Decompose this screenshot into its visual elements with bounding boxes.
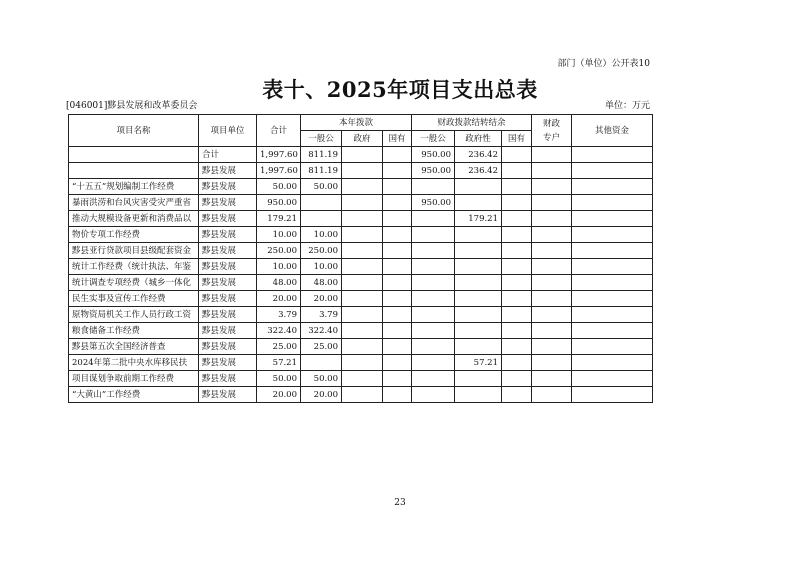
cell-cur-state <box>383 227 412 243</box>
cell-other <box>572 259 653 275</box>
cell-co-state <box>502 243 532 259</box>
cell-fiscal <box>532 147 572 163</box>
cell-unit: 合计 <box>199 147 257 163</box>
header-carryover-state: 国有 <box>502 131 532 147</box>
cell-co-gov <box>455 227 502 243</box>
cell-co-state <box>502 355 532 371</box>
cell-co-general <box>412 307 455 323</box>
cell-name <box>69 147 199 163</box>
cell-total: 25.00 <box>257 339 301 355</box>
cell-fiscal <box>532 291 572 307</box>
cell-total: 20.00 <box>257 387 301 403</box>
header-other-funds: 其他资金 <box>572 115 653 147</box>
cell-co-general <box>412 291 455 307</box>
cell-co-general <box>412 323 455 339</box>
cell-cur-general <box>301 355 342 371</box>
cell-co-state <box>502 147 532 163</box>
cell-fiscal <box>532 227 572 243</box>
page-number: 23 <box>394 498 406 508</box>
header-current-year-group: 本年拨款 <box>301 115 412 131</box>
cell-fiscal <box>532 163 572 179</box>
cell-cur-state <box>383 355 412 371</box>
cell-fiscal <box>532 387 572 403</box>
cell-name: 民生实事及宣传工作经费 <box>69 291 199 307</box>
cell-co-state <box>502 307 532 323</box>
cell-cur-general: 20.00 <box>301 387 342 403</box>
cell-unit: 黟县发展 <box>199 387 257 403</box>
cell-cur-state <box>383 163 412 179</box>
cell-total: 1,997.60 <box>257 163 301 179</box>
cell-co-general <box>412 275 455 291</box>
cell-cur-state <box>383 259 412 275</box>
cell-co-state <box>502 323 532 339</box>
cell-co-gov <box>455 339 502 355</box>
cell-other <box>572 339 653 355</box>
cell-unit: 黟县发展 <box>199 371 257 387</box>
cell-fiscal <box>532 307 572 323</box>
cell-total: 179.21 <box>257 211 301 227</box>
cell-unit: 黟县发展 <box>199 243 257 259</box>
cell-fiscal <box>532 371 572 387</box>
header-project-name: 项目名称 <box>69 115 199 147</box>
cell-co-general: 950.00 <box>412 147 455 163</box>
cell-co-general <box>412 227 455 243</box>
cell-fiscal <box>532 243 572 259</box>
cell-fiscal <box>532 211 572 227</box>
department-label: [046001]黟县发展和改革委员会 <box>66 101 198 111</box>
header-project-unit: 项目单位 <box>199 115 257 147</box>
cell-co-state <box>502 259 532 275</box>
cell-total: 50.00 <box>257 179 301 195</box>
cell-cur-state <box>383 323 412 339</box>
cell-co-gov <box>455 259 502 275</box>
header-carryover-group: 财政拨款结转结余 <box>412 115 532 131</box>
cell-total: 322.40 <box>257 323 301 339</box>
cell-name: 项目谋划争取前期工作经费 <box>69 371 199 387</box>
cell-cur-state <box>383 307 412 323</box>
cell-cur-gov <box>342 195 383 211</box>
cell-co-gov: 57.21 <box>455 355 502 371</box>
cell-other <box>572 307 653 323</box>
cell-co-general: 950.00 <box>412 163 455 179</box>
cell-co-state <box>502 195 532 211</box>
cell-name: 暴雨洪涝和台风灾害受灾严重省 <box>69 195 199 211</box>
cell-fiscal <box>532 179 572 195</box>
cell-cur-gov <box>342 211 383 227</box>
cell-other <box>572 291 653 307</box>
cell-cur-general: 811.19 <box>301 147 342 163</box>
cell-total: 250.00 <box>257 243 301 259</box>
project-expenditure-table <box>68 114 653 403</box>
cell-cur-state <box>383 387 412 403</box>
unit-label: 单位：万元 <box>604 101 650 111</box>
cell-cur-general: 25.00 <box>301 339 342 355</box>
cell-fiscal <box>532 323 572 339</box>
cell-name: 粮食储备工作经费 <box>69 323 199 339</box>
cell-unit: 黟县发展 <box>199 211 257 227</box>
cell-name: 黟县亚行贷款项目县级配套资金 <box>69 243 199 259</box>
cell-cur-general <box>301 211 342 227</box>
cell-co-gov: 236.42 <box>455 163 502 179</box>
cell-other <box>572 147 653 163</box>
cell-fiscal <box>532 195 572 211</box>
cell-other <box>572 243 653 259</box>
cell-co-gov <box>455 195 502 211</box>
header-current-state: 国有 <box>383 131 412 147</box>
cell-other <box>572 275 653 291</box>
cell-co-gov <box>455 371 502 387</box>
cell-unit: 黟县发展 <box>199 291 257 307</box>
table-row <box>69 259 653 275</box>
cell-name: 推动大规模设备更新和消费品以 <box>69 211 199 227</box>
cell-fiscal <box>532 259 572 275</box>
table-row <box>69 243 653 259</box>
table-row <box>69 275 653 291</box>
cell-cur-state <box>383 147 412 163</box>
cell-cur-state <box>383 339 412 355</box>
cell-fiscal <box>532 275 572 291</box>
cell-co-state <box>502 339 532 355</box>
cell-cur-gov <box>342 163 383 179</box>
cell-other <box>572 387 653 403</box>
cell-cur-gov <box>342 339 383 355</box>
cell-co-general <box>412 259 455 275</box>
cell-cur-general: 322.40 <box>301 323 342 339</box>
cell-co-general <box>412 243 455 259</box>
cell-fiscal <box>532 355 572 371</box>
cell-unit: 黟县发展 <box>199 227 257 243</box>
table-row <box>69 307 653 323</box>
cell-other <box>572 179 653 195</box>
cell-unit: 黟县发展 <box>199 307 257 323</box>
cell-co-general <box>412 179 455 195</box>
header-total: 合计 <box>257 115 301 147</box>
cell-co-general <box>412 371 455 387</box>
form-code: 部门（单位）公开表10 <box>557 59 650 69</box>
cell-cur-general <box>301 195 342 211</box>
cell-name <box>69 163 199 179</box>
cell-co-general <box>412 355 455 371</box>
cell-total: 1,997.60 <box>257 147 301 163</box>
cell-co-state <box>502 371 532 387</box>
cell-cur-state <box>383 195 412 211</box>
cell-co-state <box>502 211 532 227</box>
table-row <box>69 355 653 371</box>
cell-co-state <box>502 227 532 243</box>
cell-cur-gov <box>342 227 383 243</box>
cell-co-gov: 236.42 <box>455 147 502 163</box>
header-carryover-gov: 政府性 <box>455 131 502 147</box>
cell-cur-general: 48.00 <box>301 275 342 291</box>
cell-co-gov <box>455 179 502 195</box>
header-current-general: 一般公 <box>301 131 342 147</box>
cell-total: 50.00 <box>257 371 301 387</box>
cell-unit: 黟县发展 <box>199 179 257 195</box>
cell-name: 黟县第五次全国经济普查 <box>69 339 199 355</box>
cell-name: “大黄山”工作经费 <box>69 387 199 403</box>
cell-cur-general: 10.00 <box>301 259 342 275</box>
cell-co-state <box>502 163 532 179</box>
cell-name: 统计工作经费（统计执法、年鉴 <box>69 259 199 275</box>
table-row <box>69 227 653 243</box>
table-row <box>69 179 653 195</box>
cell-other <box>572 227 653 243</box>
cell-cur-gov <box>342 259 383 275</box>
cell-total: 20.00 <box>257 291 301 307</box>
cell-name: 统计调查专项经费（城乡一体化 <box>69 275 199 291</box>
cell-co-state <box>502 291 532 307</box>
cell-cur-gov <box>342 307 383 323</box>
cell-co-gov <box>455 291 502 307</box>
cell-total: 57.21 <box>257 355 301 371</box>
cell-cur-gov <box>342 147 383 163</box>
table-row <box>69 291 653 307</box>
cell-co-gov <box>455 387 502 403</box>
cell-cur-state <box>383 179 412 195</box>
table-row <box>69 163 653 179</box>
cell-unit: 黟县发展 <box>199 323 257 339</box>
cell-total: 10.00 <box>257 259 301 275</box>
cell-cur-general: 50.00 <box>301 179 342 195</box>
cell-name: 原物资局机关工作人员行政工资 <box>69 307 199 323</box>
cell-cur-gov <box>342 179 383 195</box>
cell-co-state <box>502 179 532 195</box>
table-row <box>69 387 653 403</box>
cell-name: 2024年第二批中央水库移民扶 <box>69 355 199 371</box>
cell-unit: 黟县发展 <box>199 195 257 211</box>
cell-total: 3.79 <box>257 307 301 323</box>
table-row <box>69 211 653 227</box>
cell-co-state <box>502 275 532 291</box>
cell-cur-state <box>383 275 412 291</box>
table-row <box>69 195 653 211</box>
page-title: 表十、2025年项目支出总表 <box>262 77 538 102</box>
cell-other <box>572 211 653 227</box>
cell-cur-state <box>383 291 412 307</box>
cell-unit: 黟县发展 <box>199 259 257 275</box>
cell-other <box>572 323 653 339</box>
cell-co-gov: 179.21 <box>455 211 502 227</box>
cell-co-general <box>412 387 455 403</box>
cell-cur-state <box>383 243 412 259</box>
header-carryover-general: 一般公 <box>412 131 455 147</box>
cell-co-general <box>412 339 455 355</box>
cell-total: 950.00 <box>257 195 301 211</box>
cell-total: 10.00 <box>257 227 301 243</box>
cell-cur-state <box>383 371 412 387</box>
table-row <box>69 339 653 355</box>
cell-cur-gov <box>342 291 383 307</box>
cell-unit: 黟县发展 <box>199 355 257 371</box>
cell-co-gov <box>455 323 502 339</box>
table-row <box>69 323 653 339</box>
header-current-gov: 政府 <box>342 131 383 147</box>
cell-other <box>572 355 653 371</box>
cell-cur-gov <box>342 243 383 259</box>
cell-co-gov <box>455 275 502 291</box>
table-row <box>69 371 653 387</box>
cell-name: 物价专项工作经费 <box>69 227 199 243</box>
cell-co-gov <box>455 243 502 259</box>
cell-co-general: 950.00 <box>412 195 455 211</box>
cell-cur-general: 10.00 <box>301 227 342 243</box>
cell-co-gov <box>455 307 502 323</box>
cell-name: “十五五”规划编制工作经费 <box>69 179 199 195</box>
cell-unit: 黟县发展 <box>199 163 257 179</box>
cell-other <box>572 163 653 179</box>
cell-unit: 黟县发展 <box>199 275 257 291</box>
cell-cur-general: 20.00 <box>301 291 342 307</box>
cell-other <box>572 371 653 387</box>
cell-unit: 黟县发展 <box>199 339 257 355</box>
cell-cur-general: 50.00 <box>301 371 342 387</box>
cell-co-state <box>502 387 532 403</box>
cell-cur-gov <box>342 275 383 291</box>
cell-total: 48.00 <box>257 275 301 291</box>
cell-co-general <box>412 211 455 227</box>
cell-cur-gov <box>342 323 383 339</box>
cell-cur-general: 250.00 <box>301 243 342 259</box>
cell-cur-gov <box>342 387 383 403</box>
table-row <box>69 147 653 163</box>
cell-other <box>572 195 653 211</box>
header-fiscal-special: 财政专户 <box>532 115 572 147</box>
cell-cur-gov <box>342 355 383 371</box>
cell-fiscal <box>532 339 572 355</box>
cell-cur-gov <box>342 371 383 387</box>
cell-cur-general: 811.19 <box>301 163 342 179</box>
cell-cur-state <box>383 211 412 227</box>
cell-cur-general: 3.79 <box>301 307 342 323</box>
